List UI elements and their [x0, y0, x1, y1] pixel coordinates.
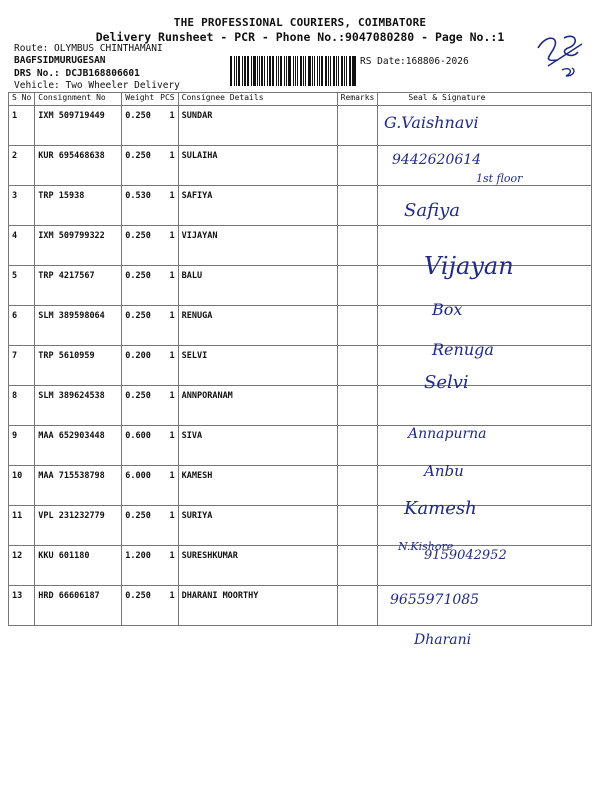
row-remarks — [337, 186, 378, 226]
rs-date: RS Date:168806-2026 — [360, 56, 469, 67]
row-remarks — [337, 266, 378, 306]
handwritten-signature: 9442620614 — [392, 152, 482, 168]
row-weight: 0.250 — [122, 226, 157, 266]
barcode-bar — [230, 56, 232, 86]
row-remarks — [337, 106, 378, 146]
barcode-bar — [244, 56, 246, 86]
row-pcs: 1 — [157, 466, 178, 506]
barcode-bar — [325, 56, 327, 86]
handwritten-signature: Dharani — [414, 632, 472, 648]
barcode-bar — [280, 56, 282, 86]
row-signature-cell — [378, 386, 592, 426]
row-consignee: SURIYA — [178, 506, 337, 546]
barcode-bar — [242, 56, 243, 86]
barcode-bar — [341, 56, 343, 86]
barcode-bar — [305, 56, 306, 86]
row-remarks — [337, 346, 378, 386]
row-pcs: 1 — [157, 266, 178, 306]
row-remarks — [337, 386, 378, 426]
barcode-bar — [272, 56, 275, 86]
row-pcs: 1 — [157, 186, 178, 226]
barcode-bar — [257, 56, 258, 86]
handwritten-signature: Box — [432, 300, 463, 319]
row-remarks — [337, 226, 378, 266]
col-consignee: Consignee Details — [178, 93, 337, 106]
barcode-bar — [259, 56, 260, 86]
row-consignee: KAMESH — [178, 466, 337, 506]
barcode-bar — [288, 56, 291, 86]
handwritten-signature: Anbu — [424, 462, 464, 480]
row-sno: 4 — [9, 226, 35, 266]
row-consignment-no: IXM 509799322 — [35, 226, 122, 266]
handwritten-signature: 9159042952 — [424, 548, 507, 563]
row-pcs: 1 — [157, 586, 178, 626]
row-remarks — [337, 306, 378, 346]
handwritten-signature: Renuga — [432, 340, 494, 359]
row-remarks — [337, 426, 378, 466]
row-pcs: 1 — [157, 386, 178, 426]
barcode-bar — [297, 56, 298, 86]
row-pcs: 1 — [157, 346, 178, 386]
row-consignment-no: KKU 601180 — [35, 546, 122, 586]
row-consignee: SELVI — [178, 346, 337, 386]
row-consignment-no: TRP 5610959 — [35, 346, 122, 386]
row-sno: 7 — [9, 346, 35, 386]
handwritten-signature: 9655971085 — [390, 592, 480, 608]
barcode-bar — [303, 56, 304, 86]
barcode-bar — [238, 56, 241, 86]
row-consignee: SUNDAR — [178, 106, 337, 146]
barcode-bar — [346, 56, 347, 86]
row-consignee: SIVA — [178, 426, 337, 466]
row-remarks — [337, 546, 378, 586]
row-consignment-no: MAA 715538798 — [35, 466, 122, 506]
table-row — [9, 106, 592, 146]
row-weight: 0.250 — [122, 306, 157, 346]
row-pcs: 1 — [157, 546, 178, 586]
row-weight: 1.200 — [122, 546, 157, 586]
row-weight: 0.250 — [122, 106, 157, 146]
runsheet-subtitle: Delivery Runsheet - PCR - Phone No.:9047080280 - Page No.:1 — [95, 30, 505, 44]
row-sno: 12 — [9, 546, 35, 586]
barcode-bar — [328, 56, 329, 86]
barcode-bar — [314, 56, 316, 86]
row-consignee: ANNPORANAM — [178, 386, 337, 426]
row-consignee: DHARANI MOORTHY — [178, 586, 337, 626]
drs-number: DRS No.: DCJB168806601 — [14, 68, 140, 79]
row-remarks — [337, 146, 378, 186]
handwritten-signature: Kamesh — [404, 498, 477, 519]
row-consignment-no: IXM 509719449 — [35, 106, 122, 146]
row-sno: 6 — [9, 306, 35, 346]
barcode — [230, 56, 358, 86]
barcode-bar — [333, 56, 336, 86]
handwritten-note: 1st floor — [476, 172, 523, 185]
row-consignee: SULAIHA — [178, 146, 337, 186]
barcode-bar — [247, 56, 249, 86]
barcode-bar — [293, 56, 295, 86]
handwritten-date-mark — [528, 30, 588, 80]
row-consignee: VIJAYAN — [178, 226, 337, 266]
row-weight: 0.200 — [122, 346, 157, 386]
barcode-bar — [352, 56, 353, 86]
row-consignment-no: SLM 389598064 — [35, 306, 122, 346]
row-pcs: 1 — [157, 226, 178, 266]
table-row — [9, 466, 592, 506]
row-consignment-no: TRP 15938 — [35, 186, 122, 226]
row-pcs: 1 — [157, 306, 178, 346]
table-row — [9, 346, 592, 386]
barcode-bar — [344, 56, 345, 86]
row-weight: 6.000 — [122, 466, 157, 506]
table-row — [9, 586, 592, 626]
row-sno: 1 — [9, 106, 35, 146]
barcode-bar — [330, 56, 331, 86]
barcode-bar — [261, 56, 263, 86]
row-weight: 0.250 — [122, 266, 157, 306]
row-consignment-no: VPL 231232779 — [35, 506, 122, 546]
barcode-bar — [317, 56, 318, 86]
table-row — [9, 386, 592, 426]
barcode-bar — [312, 56, 313, 86]
vehicle-line: Vehicle: Two Wheeler Delivery — [14, 80, 180, 91]
table-row — [9, 186, 592, 226]
handwritten-signature: Annapurna — [408, 426, 487, 442]
row-weight: 0.600 — [122, 426, 157, 466]
barcode-bar — [251, 56, 252, 86]
row-consignment-no: SLM 389624538 — [35, 386, 122, 426]
row-consignee: BALU — [178, 266, 337, 306]
barcode-bar — [234, 56, 235, 86]
row-sno: 9 — [9, 426, 35, 466]
barcode-bar — [353, 56, 356, 86]
row-pcs: 1 — [157, 106, 178, 146]
col-signature: Seal & Signature — [378, 93, 592, 106]
barcode-bar — [349, 56, 351, 86]
table-row — [9, 506, 592, 546]
barcode-bar — [276, 56, 277, 86]
col-remarks: Remarks — [337, 93, 378, 106]
row-remarks — [337, 506, 378, 546]
barcode-bar — [267, 56, 268, 86]
barcode-bar — [253, 56, 256, 86]
company-title: THE PROFESSIONAL COURIERS, COIMBATORE — [173, 16, 427, 29]
col-sno: S No — [9, 93, 35, 106]
row-weight: 0.250 — [122, 506, 157, 546]
barcode-bar — [278, 56, 279, 86]
row-consignment-no: TRP 4217567 — [35, 266, 122, 306]
row-sno: 2 — [9, 146, 35, 186]
row-sno: 10 — [9, 466, 35, 506]
row-remarks — [337, 586, 378, 626]
row-remarks — [337, 466, 378, 506]
barcode-bar — [264, 56, 265, 86]
staff-line: BAGFSIDMURUGESAN — [14, 55, 106, 66]
row-sno: 11 — [9, 506, 35, 546]
row-consignee: SURESHKUMAR — [178, 546, 337, 586]
route-line: Route: OLYMBUS CHINTHAMANI — [14, 43, 163, 54]
row-sno: 3 — [9, 186, 35, 226]
row-sno: 13 — [9, 586, 35, 626]
barcode-bar — [321, 56, 323, 86]
row-weight: 0.250 — [122, 586, 157, 626]
row-weight: 0.250 — [122, 146, 157, 186]
handwritten-signature: Vijayan — [424, 252, 514, 280]
barcode-bar — [300, 56, 302, 86]
handwritten-note: N.Kishore — [398, 540, 454, 553]
handwritten-signature: Selvi — [424, 372, 469, 393]
row-consignment-no: KUR 695468638 — [35, 146, 122, 186]
barcode-bar — [295, 56, 296, 86]
row-weight: 0.530 — [122, 186, 157, 226]
handwritten-signature: G.Vaishnavi — [384, 113, 479, 132]
barcode-bar — [269, 56, 271, 86]
barcode-bar — [286, 56, 287, 86]
table-row — [9, 426, 592, 466]
row-consignee: RENUGA — [178, 306, 337, 346]
table-row — [9, 306, 592, 346]
barcode-bar — [284, 56, 285, 86]
row-consignment-no: HRD 66606187 — [35, 586, 122, 626]
row-pcs: 1 — [157, 146, 178, 186]
barcode-bar — [236, 56, 237, 86]
row-sno: 8 — [9, 386, 35, 426]
col-weight: Weight — [122, 93, 157, 106]
barcode-bar — [308, 56, 311, 86]
handwritten-signature: Safiya — [404, 200, 460, 221]
col-pcs: PCS — [157, 93, 178, 106]
row-sno: 5 — [9, 266, 35, 306]
row-pcs: 1 — [157, 506, 178, 546]
barcode-bar — [319, 56, 320, 86]
barcode-bar — [338, 56, 339, 86]
row-pcs: 1 — [157, 426, 178, 466]
row-consignee: SAFIYA — [178, 186, 337, 226]
row-weight: 0.250 — [122, 386, 157, 426]
row-consignment-no: MAA 652903448 — [35, 426, 122, 466]
barcode-bar — [336, 56, 337, 86]
col-consignment: Consignment No — [35, 93, 122, 106]
